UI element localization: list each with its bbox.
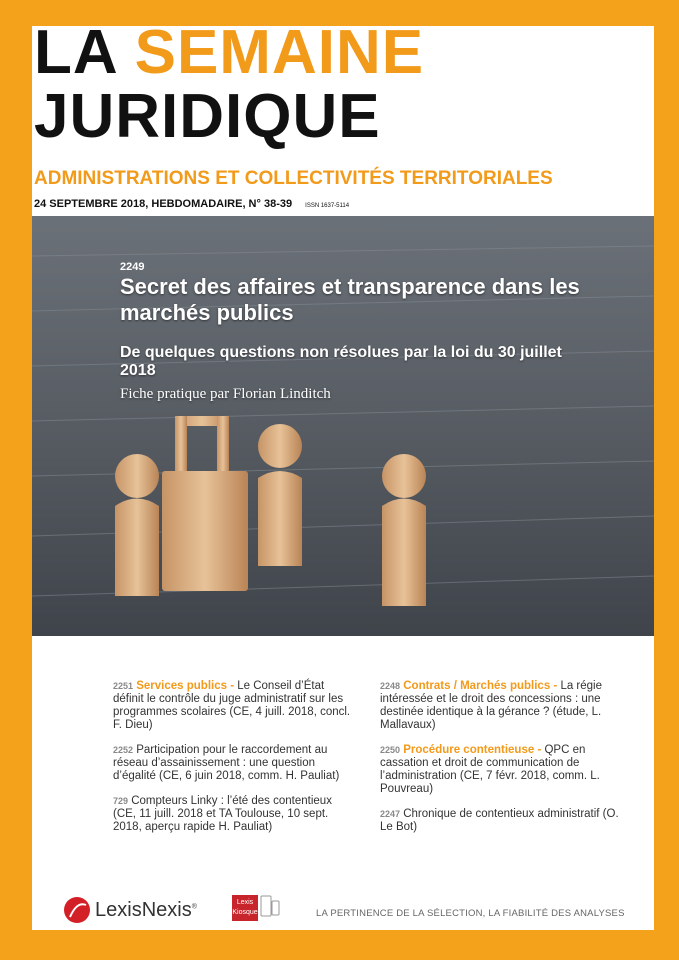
journal-subtitle: ADMINISTRATIONS ET COLLECTIVITÉS TERRITORIALES [34, 168, 553, 189]
masthead-semaine: SEMAINE [134, 18, 425, 87]
lexisnexis-logo-icon [64, 897, 90, 923]
list-item: 2251 Services publics - Le Conseil d’État définit le contrôle du juge administratif sur les programmes scolaires (CE, 4 juill. 2018, concl. F. Dieu) [113, 680, 351, 731]
tagline: LA PERTINENCE DE LA SÉLECTION, LA FIABILITÉ DES ANALYSES [316, 908, 625, 919]
list-item: 729 Compteurs Linky : l’été des contentieux (CE, 11 juill. 2018 et TA Toulouse, 10 sept. 2018, aperçu rapide H. Pauliat) [113, 795, 332, 833]
devices-icon [260, 895, 280, 921]
brand-name: LexisNexis [95, 898, 192, 921]
issue-line [34, 198, 349, 210]
summary-right [380, 680, 620, 846]
list-item: 2250 Procédure contentieuse - QPC en cassation et droit de communication de l’administration (CE, 7 févr. 2018, comm. L. Pouvreau) [380, 744, 600, 795]
cover-story-title: Secret des affaires et transparence dans les marchés publics [120, 274, 580, 326]
summary-left [113, 680, 353, 846]
masthead-la: LA [34, 18, 117, 87]
issn: ISSN 1637-5114 [305, 203, 350, 209]
cover-photo [32, 216, 654, 636]
masthead-juridique: JURIDIQUE [34, 82, 381, 151]
lexisnexis-logo: LexisNexis® [64, 897, 197, 923]
lexis-kiosque-icon: Lexis Kiosque [232, 895, 258, 921]
cover-story-author: Fiche pratique par Florian Linditch [120, 386, 331, 402]
masthead-title [34, 18, 425, 87]
issue-date: 24 SEPTEMBRE 2018, HEBDOMADAIRE, N° 38-39 [34, 198, 293, 210]
list-item: 2247 Chronique de contentieux administratif (O. Le Bot) [380, 808, 619, 833]
cover-story-number: 2249 [120, 261, 145, 273]
list-item: 2248 Contrats / Marchés publics - La régie intéressée et le droit des concessions : une destinée identique à la gérance ? (étude, L. Mallavaux) [380, 680, 602, 731]
list-item: 2252 Participation pour le raccordement au réseau d’assainissement : une question d’égalité (CE, 6 juin 2018, comm. H. Pauliat) [113, 744, 340, 782]
cover-story-subtitle: De quelques questions non résolues par la loi du 30 juillet 2018 [120, 344, 562, 379]
